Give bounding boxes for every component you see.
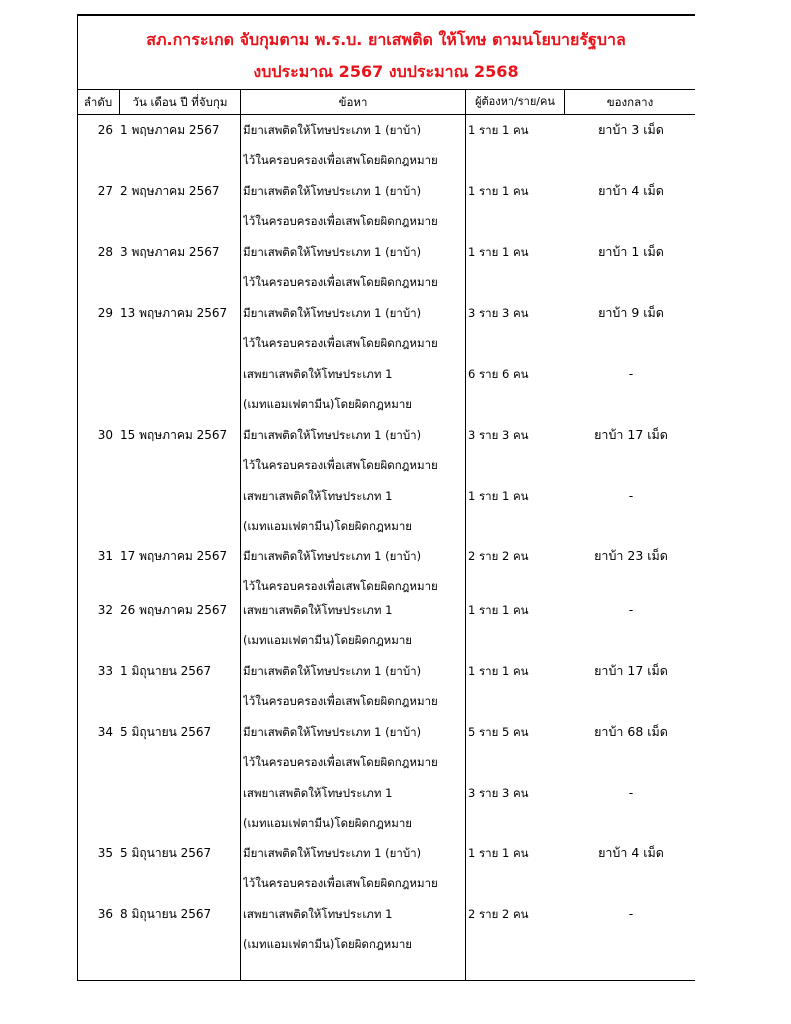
suspect-count (468, 389, 578, 419)
arrest-date (120, 145, 238, 175)
charge-text: มียาเสพติดให้โทษประเภท 1 (ยาบ้า) (243, 428, 422, 442)
seized-item: - (628, 906, 634, 921)
row-number (77, 450, 113, 480)
seized-item: ยาบ้า 3 เม็ด (598, 122, 664, 137)
charge-text: มียาเสพติดให้โทษประเภท 1 (ยาบ้า) (243, 664, 422, 678)
suspect-count (468, 868, 578, 898)
charge-text: เสพยาเสพติดให้โทษประเภท 1 (243, 786, 393, 800)
seized-item (567, 328, 695, 358)
suspect-count (468, 808, 578, 838)
suspect-count: 1 ราย 1 คน (468, 603, 529, 617)
arrest-date: 8 มิถุนายน 2567 (120, 907, 212, 921)
arrest-date: 15 พฤษภาคม 2567 (120, 428, 228, 442)
arrest-date: 5 มิถุนายน 2567 (120, 725, 212, 739)
row-number: 34 (97, 725, 113, 739)
row-number (77, 145, 113, 175)
arrest-date (120, 450, 238, 480)
row-number (77, 206, 113, 236)
seized-item (567, 267, 695, 297)
suspect-count (468, 450, 578, 480)
arrest-date (120, 481, 238, 511)
arrest-report-table (77, 14, 695, 981)
charge-text: มียาเสพติดให้โทษประเภท 1 (ยาบ้า) (243, 184, 422, 198)
seized-item (567, 389, 695, 419)
charge-text: มียาเสพติดให้โทษประเภท 1 (ยาบ้า) (243, 245, 422, 259)
suspect-count: 1 ราย 1 คน (468, 245, 529, 259)
arrest-date (120, 206, 238, 236)
seized-item (567, 625, 695, 655)
arrest-date: 2 พฤษภาคม 2567 (120, 184, 220, 198)
report-subtitle: งบประมาณ 2567 งบประมาณ 2568 (253, 62, 519, 81)
suspect-count: 1 ราย 1 คน (468, 664, 529, 678)
suspect-count (468, 929, 578, 959)
seized-item (567, 808, 695, 838)
charge-text: ไว้ในครอบครองเพื่อเสพโดยผิดกฎหมาย (243, 336, 438, 350)
arrest-date (120, 328, 238, 358)
row-number (77, 929, 113, 959)
row-number: 36 (97, 907, 113, 921)
arrest-date (120, 778, 238, 808)
row-number (77, 359, 113, 389)
seized-item (567, 929, 695, 959)
charge-text: ไว้ในครอบครองเพื่อเสพโดยผิดกฎหมาย (243, 755, 438, 769)
suspect-count (468, 267, 578, 297)
seized-item: ยาบ้า 23 เม็ด (594, 548, 668, 563)
arrest-date (120, 511, 238, 541)
seized-item: - (628, 366, 634, 381)
column-header-item: ของกลาง (606, 95, 654, 109)
arrest-date: 3 พฤษภาคม 2567 (120, 245, 220, 259)
suspect-count: 2 ราย 2 คน (468, 907, 529, 921)
report-title: สภ.การะเกด จับกุมตาม พ.ร.บ. ยาเสพติด ให้โทษ ตามนโยบายรัฐบาล (146, 30, 626, 49)
seized-item: ยาบ้า 4 เม็ด (598, 845, 664, 860)
arrest-date (120, 267, 238, 297)
row-number (77, 481, 113, 511)
seized-item: ยาบ้า 9 เม็ด (598, 305, 664, 320)
charge-text: เสพยาเสพติดให้โทษประเภท 1 (243, 907, 393, 921)
charge-text: (เมทแอมเฟตามีน)โดยผิดกฎหมาย (243, 397, 413, 411)
arrest-date (120, 686, 238, 716)
row-number: 32 (97, 603, 113, 617)
column-header-no: ลำดับ (83, 95, 113, 109)
seized-item (567, 511, 695, 541)
charge-text: ไว้ในครอบครองเพื่อเสพโดยผิดกฎหมาย (243, 876, 438, 890)
column-divider-3 (465, 89, 466, 981)
row-number (77, 778, 113, 808)
seized-item: ยาบ้า 4 เม็ด (598, 183, 664, 198)
charge-text: มียาเสพติดให้โทษประเภท 1 (ยาบ้า) (243, 549, 422, 563)
arrest-date: 13 พฤษภาคม 2567 (120, 306, 228, 320)
suspect-count (468, 145, 578, 175)
column-divider-2 (240, 89, 241, 981)
charge-text: ไว้ในครอบครองเพื่อเสพโดยผิดกฎหมาย (243, 275, 438, 289)
arrest-date (120, 929, 238, 959)
column-header-date: วัน เดือน ปี ที่จับกุม (132, 95, 228, 109)
suspect-count (468, 686, 578, 716)
seized-item: ยาบ้า 17 เม็ด (594, 663, 668, 678)
row-number (77, 868, 113, 898)
seized-item: ยาบ้า 17 เม็ด (594, 427, 668, 442)
row-number: 27 (97, 184, 113, 198)
row-number (77, 808, 113, 838)
seized-item (567, 145, 695, 175)
table-border-bottom (77, 980, 695, 981)
row-number: 30 (97, 428, 113, 442)
suspect-count: 3 ราย 3 คน (468, 786, 529, 800)
row-number (77, 511, 113, 541)
suspect-count (468, 328, 578, 358)
charge-text: (เมทแอมเฟตามีน)โดยผิดกฎหมาย (243, 519, 413, 533)
arrest-date: 1 พฤษภาคม 2567 (120, 123, 220, 137)
row-number (77, 389, 113, 419)
table-border-top (77, 14, 695, 16)
row-number: 33 (97, 664, 113, 678)
charge-text: มียาเสพติดให้โทษประเภท 1 (ยาบ้า) (243, 725, 422, 739)
charge-text: ไว้ในครอบครองเพื่อเสพโดยผิดกฎหมาย (243, 214, 438, 228)
seized-item: ยาบ้า 68 เม็ด (594, 724, 668, 739)
suspect-count (468, 511, 578, 541)
seized-item (567, 868, 695, 898)
row-number: 28 (97, 245, 113, 259)
suspect-count: 1 ราย 1 คน (468, 846, 529, 860)
suspect-count: 1 ราย 1 คน (468, 489, 529, 503)
charge-text: ไว้ในครอบครองเพื่อเสพโดยผิดกฎหมาย (243, 153, 438, 167)
row-number: 26 (97, 123, 113, 137)
seized-item (567, 747, 695, 777)
arrest-date (120, 747, 238, 777)
charge-text: มียาเสพติดให้โทษประเภท 1 (ยาบ้า) (243, 306, 422, 320)
charge-text: ไว้ในครอบครองเพื่อเสพโดยผิดกฎหมาย (243, 458, 438, 472)
suspect-count (468, 625, 578, 655)
arrest-date (120, 389, 238, 419)
seized-item: - (628, 785, 634, 800)
row-number: 35 (97, 846, 113, 860)
charge-text: เสพยาเสพติดให้โทษประเภท 1 (243, 603, 393, 617)
row-number (77, 328, 113, 358)
charge-text: ไว้ในครอบครองเพื่อเสพโดยผิดกฎหมาย (243, 694, 438, 708)
row-number: 29 (97, 306, 113, 320)
seized-item: ยาบ้า 1 เม็ด (598, 244, 664, 259)
charge-text: (เมทแอมเฟตามีน)โดยผิดกฎหมาย (243, 633, 413, 647)
seized-item (567, 206, 695, 236)
charge-text: มียาเสพติดให้โทษประเภท 1 (ยาบ้า) (243, 846, 422, 860)
arrest-date: 1 มิถุนายน 2567 (120, 664, 212, 678)
charge-text: (เมทแอมเฟตามีน)โดยผิดกฎหมาย (243, 816, 413, 830)
suspect-count: 6 ราย 6 คน (468, 367, 529, 381)
arrest-date (120, 808, 238, 838)
charge-text: เสพยาเสพติดให้โทษประเภท 1 (243, 367, 393, 381)
suspect-count: 3 ราย 3 คน (468, 306, 529, 320)
suspect-count (468, 747, 578, 777)
suspect-count: 2 ราย 2 คน (468, 549, 529, 563)
row-number: 31 (97, 549, 113, 563)
suspect-count: 3 ราย 3 คน (468, 428, 529, 442)
column-header-count: ผู้ต้องหา/ราย/คน (475, 95, 555, 108)
seized-item (567, 686, 695, 716)
seized-item (567, 450, 695, 480)
suspect-count (468, 206, 578, 236)
charge-text: เสพยาเสพติดให้โทษประเภท 1 (243, 489, 393, 503)
charge-text: มียาเสพติดให้โทษประเภท 1 (ยาบ้า) (243, 123, 422, 137)
suspect-count: 1 ราย 1 คน (468, 123, 529, 137)
charge-text: ไว้ในครอบครองเพื่อเสพโดยผิดกฎหมาย (243, 579, 438, 593)
row-number (77, 267, 113, 297)
row-number (77, 625, 113, 655)
arrest-date: 5 มิถุนายน 2567 (120, 846, 212, 860)
arrest-date (120, 625, 238, 655)
suspect-count: 1 ราย 1 คน (468, 184, 529, 198)
suspect-count: 5 ราย 5 คน (468, 725, 529, 739)
arrest-date: 17 พฤษภาคม 2567 (120, 549, 228, 563)
charge-text: (เมทแอมเฟตามีน)โดยผิดกฎหมาย (243, 937, 413, 951)
seized-item: - (628, 602, 634, 617)
column-header-charge: ข้อหา (338, 95, 368, 109)
row-number (77, 747, 113, 777)
seized-item: - (628, 488, 634, 503)
arrest-date (120, 359, 238, 389)
arrest-date: 26 พฤษภาคม 2567 (120, 603, 228, 617)
arrest-date (120, 868, 238, 898)
row-number (77, 686, 113, 716)
